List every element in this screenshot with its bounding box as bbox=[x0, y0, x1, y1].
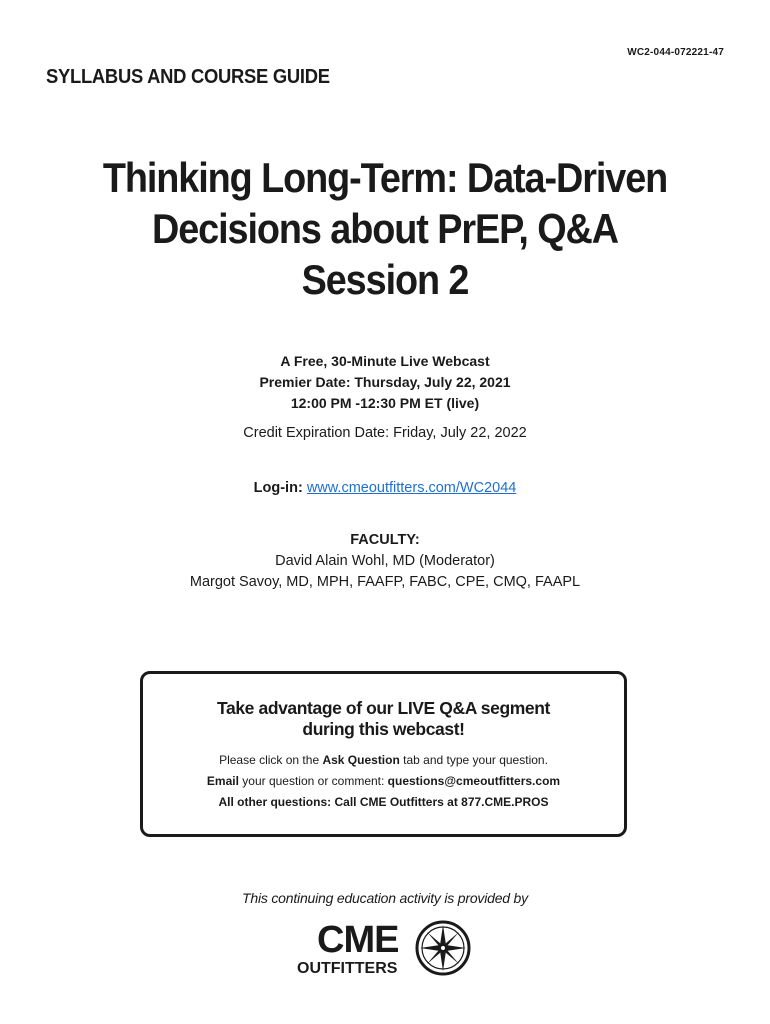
faculty-member: Margot Savoy, MD, MPH, FAAFP, FABC, CPE, CMQ, FAAPL bbox=[189, 574, 581, 590]
faculty-heading: FACULTY: bbox=[350, 532, 420, 548]
document-id: WC2-044-072221-47 bbox=[627, 47, 724, 58]
faculty-section bbox=[0, 530, 770, 593]
logo-cme-text: CME bbox=[317, 919, 399, 961]
login-link[interactable]: www.cmeoutfitters.com/WC2044 bbox=[306, 480, 517, 496]
premier-date: Premier Date: Thursday, July 22, 2021 bbox=[259, 374, 511, 390]
qa-line-email bbox=[143, 771, 624, 792]
qa-line-email-mid: your question or comment: bbox=[238, 774, 388, 788]
section-label: SYLLABUS AND COURSE GUIDE bbox=[46, 66, 330, 88]
qa-heading-line-1: Take advantage of our LIVE Q&A segment bbox=[217, 698, 550, 718]
title-line-2: Decisions about PrEP, Q&A bbox=[152, 205, 618, 252]
qa-heading bbox=[143, 698, 624, 740]
qa-instructions bbox=[143, 750, 624, 813]
email-label: Email bbox=[206, 774, 239, 788]
webcast-info bbox=[0, 351, 770, 414]
qa-line-ask bbox=[143, 750, 624, 771]
provided-by-text: This continuing education activity is provided by bbox=[242, 890, 528, 906]
compass-icon bbox=[414, 919, 472, 977]
qa-line-call bbox=[143, 792, 624, 813]
qa-line-ask-post: tab and type your question. bbox=[399, 753, 548, 767]
title-line-1: Thinking Long-Term: Data-Driven bbox=[102, 154, 668, 201]
webcast-format: A Free, 30-Minute Live Webcast bbox=[280, 353, 490, 369]
page-title bbox=[0, 152, 770, 305]
credit-expiration: Credit Expiration Date: Friday, July 22, 2022 bbox=[243, 425, 527, 441]
ask-question-label: Ask Question bbox=[322, 753, 400, 767]
login-line bbox=[0, 480, 770, 496]
qa-line-ask-pre: Please click on the bbox=[219, 753, 323, 767]
title-line-3: Session 2 bbox=[301, 256, 469, 303]
logo-outfitters-text: OUTFITTERS bbox=[297, 960, 398, 977]
webcast-time: 12:00 PM -12:30 PM ET (live) bbox=[290, 395, 480, 411]
email-address: questions@cmeoutfitters.com bbox=[387, 774, 561, 788]
login-label: Log-in: bbox=[253, 480, 303, 496]
faculty-member: David Alain Wohl, MD (Moderator) bbox=[275, 553, 495, 569]
qa-callout-box bbox=[140, 671, 627, 837]
call-info: All other questions: Call CME Outfitters at 877.CME.PROS bbox=[218, 795, 549, 809]
cme-outfitters-logo bbox=[297, 918, 477, 982]
qa-heading-line-2: during this webcast! bbox=[302, 719, 465, 739]
